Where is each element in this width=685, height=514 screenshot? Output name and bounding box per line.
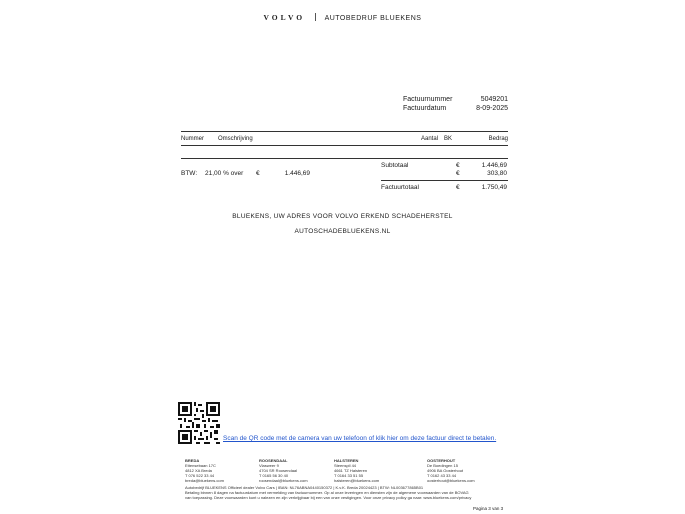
page-header (0, 13, 685, 22)
office-street: Ettensebaan 17C (185, 463, 216, 468)
office-city: 4661 TZ Halsteren (334, 468, 368, 473)
office-phone: T 0162 43 33 44 (427, 473, 457, 478)
subtotal-label: Subtotaal (381, 162, 409, 169)
table-header-rule (181, 145, 508, 146)
footnote-line: Autobedrijf BLUEKENS Officieel dealer Volvo Cars | IBAN: NL76ABNA0440150372 | K.v.K. Breda 20024423 | BTW: NL003677865B01 (185, 485, 424, 490)
qr-payment-link[interactable]: Scan de QR code met de camera van uw telefoon of klik hier om deze factuur direct te betalen. (223, 435, 497, 442)
office-email[interactable]: breda@bluekens.com (185, 478, 224, 483)
office-city: 4906 BA Oosterhout (427, 468, 464, 473)
footnote-line: van toepassing. Deze voorwaarden kunt u nalezen en zijn verkrijgbaar bij een van onze vestigingen. Voor onze privacy policy ga naar: www.bluekens.com/privacy (185, 495, 472, 500)
office-phone: T 076 522 33 44 (185, 473, 215, 478)
total-label: Factuurtotaal (381, 184, 419, 191)
table-top-rule (181, 131, 508, 132)
col-bedrag: Bedrag (488, 136, 508, 142)
office-oosterhout (427, 458, 502, 483)
page-label: Pagina (473, 506, 488, 511)
page-total: 3 (500, 506, 504, 511)
invoice-meta-values (468, 96, 508, 113)
office-name: OOSTERHOUT (427, 458, 456, 463)
tagline: BLUEKENS, UW ADRES VOOR VOLVO ERKEND SCHADEHERSTEL (232, 213, 453, 220)
btw-rate: 21,00 % over (205, 170, 244, 177)
website: AUTOSCHADEBLUEKENS.NL (294, 228, 391, 235)
office-street: De Boedingen 15 (427, 463, 458, 468)
office-name: BREDA (185, 458, 200, 463)
invoice-number-label: Factuurnummer (403, 96, 453, 103)
office-phone: T 0164 33 51 55 (334, 473, 364, 478)
office-street: Steenspil 44 (334, 463, 357, 468)
office-email[interactable]: roosendaal@bluekens.com (259, 478, 308, 483)
invoice-date-label: Factuurdatum (403, 104, 447, 112)
office-halsteren (334, 458, 409, 483)
invoice-date: 8-09-2025 (476, 104, 508, 112)
invoice-number: 5049201 (480, 96, 508, 103)
footnote-line: Betaling binnen 8 dagen na factuurdatum met vermelding van factuurnummer. Op al onze leveringen en diensten zijn de algemene voorwaarden van de BOVAG (185, 490, 469, 495)
invoice-meta-labels (403, 96, 452, 113)
btw-currency: € (256, 170, 260, 177)
vat-currency: € (456, 170, 460, 177)
total-value: 1.750,49 (481, 184, 507, 191)
office-name: HALSTEREN (334, 458, 359, 463)
office-street: Vlasweer 9 (259, 463, 279, 468)
total-currency: € (456, 184, 460, 191)
btw-label: BTW: (181, 170, 198, 177)
page-of: van (492, 506, 500, 511)
office-city: 4704 SR Roosendaal (259, 468, 298, 473)
office-email[interactable]: halsteren@bluekens.com (334, 478, 380, 483)
subtotal-currency: € (456, 162, 460, 169)
office-roosendaal (259, 458, 334, 483)
office-breda (185, 458, 260, 483)
col-omschrijving: Omschrijving (218, 136, 253, 142)
vat-value: 303,80 (487, 170, 507, 177)
col-nummer: Nummer (181, 136, 205, 142)
office-name: ROOSENDAAL (259, 458, 288, 463)
page-current: 3 (488, 506, 491, 511)
page-number (473, 506, 503, 511)
office-city: 4812 XA Breda (185, 468, 212, 473)
col-aantal: Aantal (421, 136, 439, 142)
company-name: AUTOBEDRUF BLUEKENS (324, 15, 422, 22)
brand-logo: VOLVO (263, 13, 306, 22)
table-bottom-rule (181, 158, 508, 159)
qr-code-icon[interactable] (178, 402, 220, 444)
btw-base: 1.446,69 (284, 170, 310, 177)
header-divider (315, 13, 316, 21)
office-email[interactable]: oosterhout@bluekens.com (427, 478, 475, 483)
total-rule (381, 180, 508, 181)
subtotal-value: 1.446,69 (481, 162, 507, 169)
office-phone: T 0165 56 30 40 (259, 473, 289, 478)
legal-footnote (185, 485, 515, 500)
col-bk: BK (444, 136, 453, 142)
